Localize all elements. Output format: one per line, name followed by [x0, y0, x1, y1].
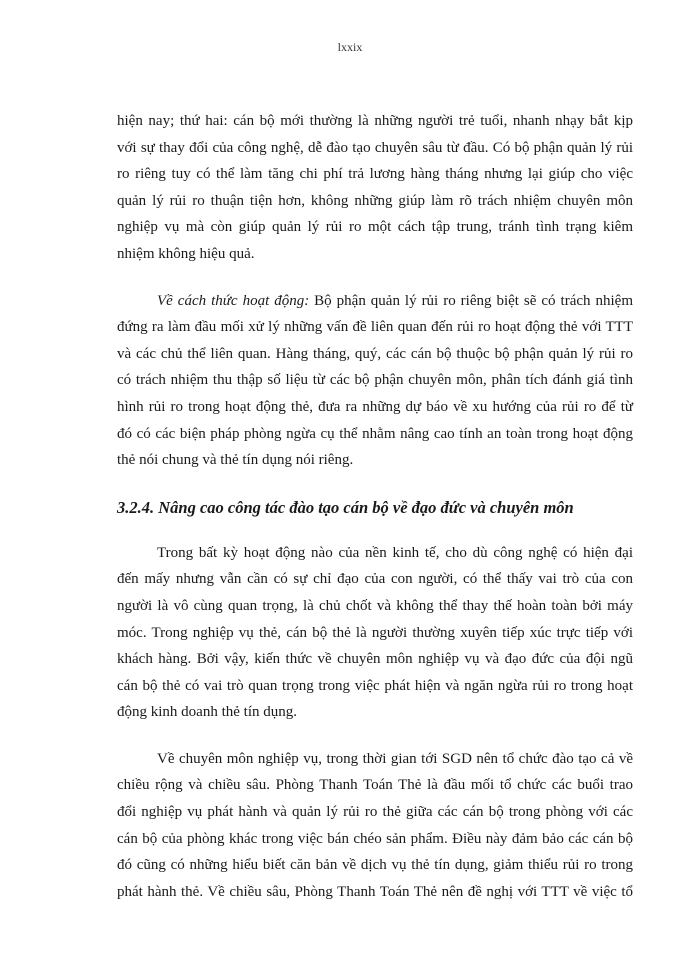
text-line: đó có các biện pháp phòng ngừa cụ thể nhằm nâng cao tính an toàn trong hoạt động — [117, 425, 633, 442]
text-line: phát hành thẻ. Về chiều sâu, Phòng Thanh Toán Thẻ nên đề nghị với TTT về việc tổ — [117, 883, 633, 900]
text-line — [117, 288, 633, 315]
text-line: cán bộ của phòng khác trong việc bán chéo sản phẩm. Điều này đảm bảo các cán bộ — [117, 830, 633, 847]
paragraph-operating-method — [117, 288, 633, 474]
text-line-rest: Bộ phận quản lý rủi ro riêng biệt sẽ có trách nhiệm — [309, 292, 633, 309]
text-line: đến mấy nhưng vẫn cần có sự chỉ đạo của con người, có thể thấy vai trò của con — [117, 571, 633, 588]
paragraph-staffing-rationale — [117, 108, 633, 268]
section-heading: 3.2.4. Nâng cao công tác đào tạo cán bộ về đạo đức và chuyên môn — [117, 497, 574, 517]
text-line: cán bộ thẻ có vai trò quan trọng trong việc phát hiện và ngăn ngừa rủi ro trong hoạt — [117, 677, 633, 694]
text-line: với sự thay đổi của công nghệ, dễ đào tạo chuyên sâu từ đầu. Có bộ phận quản lý rủi — [117, 139, 633, 156]
document-body — [117, 108, 633, 905]
text-line: nhiệm không hiệu quả. — [117, 245, 255, 262]
text-line: động kinh doanh thẻ tín dụng. — [117, 704, 297, 721]
text-line: chiều rộng và chiều sâu. Phòng Thanh Toán Thẻ là đầu mối tổ chức các buổi trao — [117, 777, 633, 794]
text-line: nghiệp vụ mà còn giúp quản lý rủi ro một cách tập trung, tránh tình trạng kiêm — [117, 219, 633, 236]
text-line: đổi nghiệp vụ phát hành và quản lý rủi ro thẻ giữa các cán bộ trong phòng với các — [117, 804, 633, 821]
text-line: ro riêng tuy có thể làm tăng chi phí trả lương hàng tháng nhưng lại giúp cho việc — [117, 166, 633, 183]
text-line: đứng ra làm đầu mối xử lý những vấn đề liên quan đến rủi ro hoạt động thẻ với TTT — [117, 319, 633, 336]
text-line: Về chuyên môn nghiệp vụ, trong thời gian tới SGD nên tổ chức đào tạo cả về — [157, 750, 633, 767]
text-line: Trong bất kỳ hoạt động nào của nền kinh tế, cho dù công nghệ có hiện đại — [157, 544, 633, 561]
text-line: và các chủ thể liên quan. Hàng tháng, quý, các cán bộ thuộc bộ phận quản lý rủi ro — [117, 345, 633, 362]
page-number: lxxix — [337, 40, 363, 54]
text-line: người là vô cùng quan trọng, là chủ chốt và không thể thay thế hoàn toàn bởi máy — [117, 597, 633, 614]
italic-lead-phrase: Về cách thức hoạt động: — [157, 292, 310, 309]
text-line: có trách nhiệm thu thập số liệu từ các bộ phận chuyên môn, phân tích đánh giá tình — [117, 372, 633, 389]
text-line: đó cũng có những hiểu biết căn bản về dịch vụ thẻ tín dụng, giảm thiểu rủi ro trong — [117, 857, 633, 874]
text-line: khách hàng. Bởi vậy, kiến thức về chuyên môn nghiệp vụ và đạo đức của đội ngũ — [117, 651, 633, 668]
text-line: hình rủi ro trong hoạt động thẻ, đưa ra những dự báo về xu hướng của rủi ro để từ — [117, 398, 633, 415]
paragraph-staff-role — [117, 540, 633, 726]
text-line: móc. Trong nghiệp vụ thẻ, cán bộ thẻ là người thường xuyên tiếp xúc trực tiếp với — [117, 624, 633, 641]
paragraph-professional-training — [117, 746, 633, 906]
text-line: hiện nay; thứ hai: cán bộ mới thường là những người trẻ tuổi, nhanh nhạy bắt kịp — [117, 113, 633, 129]
text-line: quản lý rủi ro thuận tiện hơn, không những giúp làm rõ trách nhiệm chuyên môn — [117, 192, 633, 209]
text-line: thẻ nói chung và thẻ tín dụng nói riêng. — [117, 452, 354, 469]
